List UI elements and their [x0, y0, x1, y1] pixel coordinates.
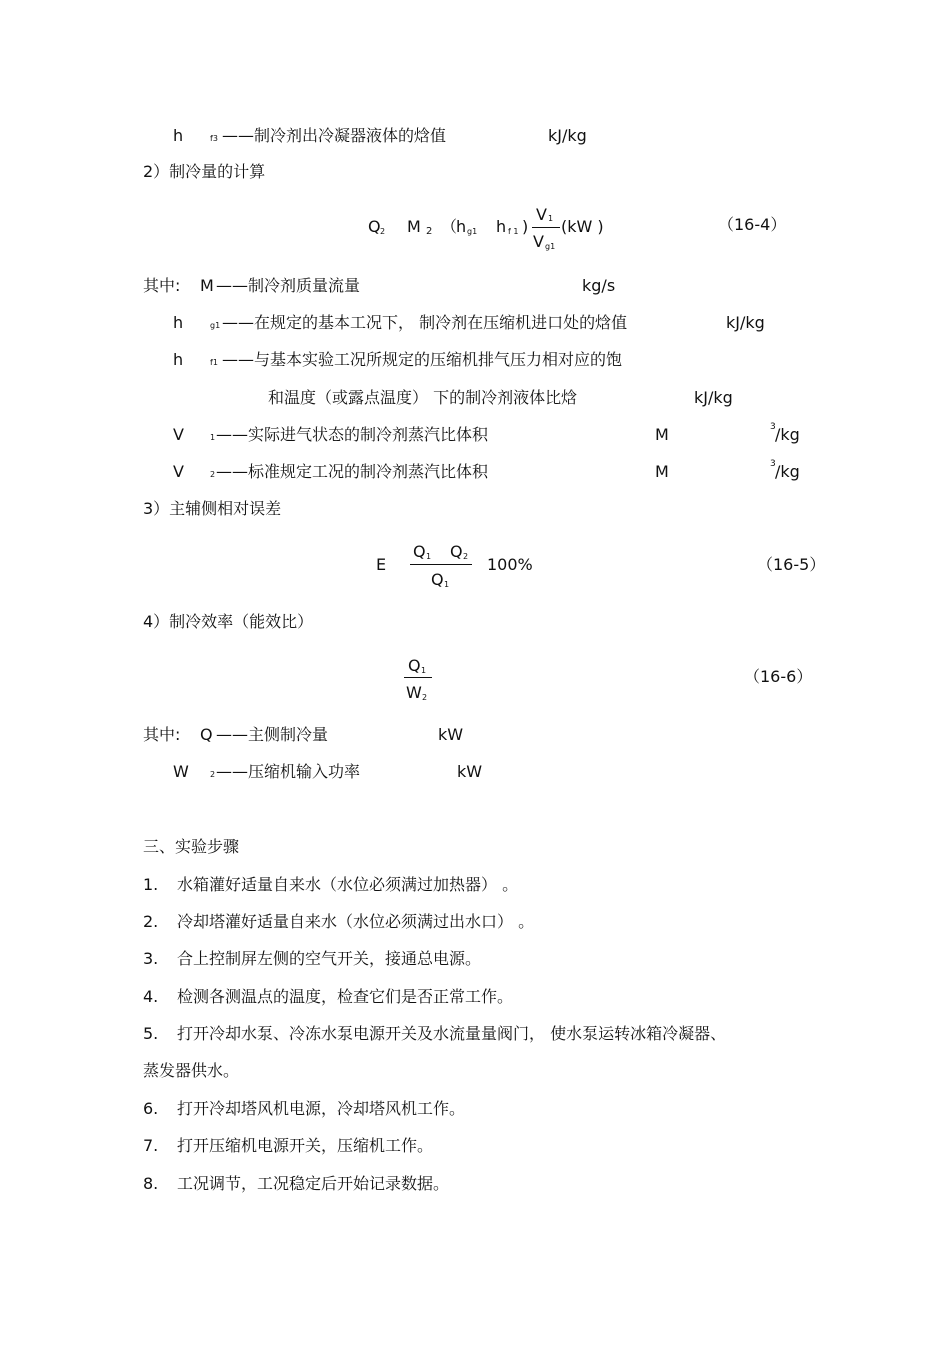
def-w2-unit: kW — [457, 762, 483, 781]
def-hf1-unit: kJ/kg — [694, 388, 733, 407]
def-v2-unit-sup: 3 — [770, 459, 776, 469]
eq16-5-denominator: Q — [431, 570, 444, 589]
eq16-5-factor: 100% — [487, 555, 533, 574]
step-text: 工况调节，工况稳定后开始记录数据。 — [177, 1174, 450, 1193]
def-w2-symbol: W — [173, 762, 189, 781]
heading-relative-error: 3）主辅侧相对误差 — [143, 499, 282, 518]
step-number: 1. — [143, 875, 159, 894]
step-text: 冷却塔灌好适量自来水（水位必须满过出水口） 。 — [177, 912, 535, 931]
eq16-4-hf: h — [496, 217, 507, 236]
def-v2-subscript: 2 — [210, 470, 216, 479]
def-hg1-text: ——在规定的基本工况下， 制冷剂在压缩机进口处的焓值 — [222, 313, 628, 332]
def-hf3-subscript: f3 — [210, 134, 218, 143]
eq16-4-label: （16-4） — [718, 215, 787, 234]
eq16-6-fraction-bar — [404, 677, 432, 678]
eq16-4-lhs-sub: 2 — [380, 227, 386, 236]
eq16-5-num-b: Q — [450, 542, 463, 561]
def-hf1-symbol: h — [173, 350, 184, 369]
eq16-5-lhs: E — [376, 555, 387, 574]
step-number: 3. — [143, 949, 159, 968]
def-hf1-text: ——与基本实验工况所规定的压缩机排气压力相对应的饱 — [222, 350, 623, 369]
where-q-text: ——主侧制冷量 — [216, 725, 329, 744]
eq16-5-fraction-bar — [410, 564, 472, 565]
def-v2-text: ——标准规定工况的制冷剂蒸汽比体积 — [216, 462, 489, 481]
def-v1-unit-m: M — [655, 425, 669, 444]
step-number: 6. — [143, 1099, 159, 1118]
where-q-symbol: Q — [200, 725, 213, 744]
def-v1-unit-rest: /kg — [775, 425, 800, 444]
eq16-4-numerator: V — [536, 205, 547, 224]
step-text: 打开冷却塔风机电源，冷却塔风机工作。 — [177, 1099, 466, 1118]
step-number: 7. — [143, 1136, 159, 1155]
eq16-4-hg-sub: g1 — [467, 227, 478, 236]
eq16-4-m-sub: 2 — [426, 226, 433, 237]
where-m-unit: kg/s — [582, 276, 616, 295]
where-q-unit: kW — [438, 725, 464, 744]
def-hf1-subscript: f1 — [210, 358, 218, 367]
where-prefix-2: 其中: — [143, 725, 181, 744]
where-m-text: ——制冷剂质量流量 — [216, 276, 361, 295]
step-text: 合上控制屏左侧的空气开关，接通总电源。 — [177, 949, 482, 968]
where-m-symbol: M — [200, 276, 214, 295]
eq16-5-num-b-sub: 2 — [463, 552, 469, 561]
def-v2-unit-m: M — [655, 462, 669, 481]
step-number: 2. — [143, 912, 159, 931]
heading-cooling-efficiency: 4）制冷效率（能效比） — [143, 612, 314, 631]
def-v1-symbol: V — [173, 425, 184, 444]
def-hf3-text: ——制冷剂出冷凝器液体的焓值 — [222, 126, 447, 145]
step-text-continuation: 蒸发器供水。 — [143, 1061, 240, 1080]
def-w2-subscript: 2 — [210, 770, 216, 779]
def-hf1-continuation: 和温度（或露点温度） 下的制冷剂液体比焓 — [268, 388, 578, 407]
def-hg1-subscript: g1 — [210, 321, 221, 330]
eq16-6-numerator: Q — [408, 656, 421, 675]
step-text: 打开压缩机电源开关，压缩机工作。 — [177, 1136, 434, 1155]
eq16-6-numerator-sub: 1 — [421, 666, 427, 675]
eq16-4-denominator: V — [533, 232, 544, 251]
eq16-4-numerator-sub: 1 — [548, 214, 554, 223]
eq16-6-denominator: W — [406, 683, 422, 702]
eq16-4-fraction-bar — [532, 227, 560, 228]
step-number: 5. — [143, 1024, 159, 1043]
eq16-4-lhs: Q — [368, 217, 381, 236]
where-prefix-1: 其中: — [143, 276, 181, 295]
eq16-5-denominator-sub: 1 — [444, 580, 450, 589]
def-v2-unit-rest: /kg — [775, 462, 800, 481]
eq16-6-label: （16-6） — [744, 667, 813, 686]
eq16-4-hf-sub: f 1 — [508, 227, 519, 236]
step-text: 打开冷却水泵、冷冻水泵电源开关及水流量量阀门， 使水泵运转冰箱冷凝器、 — [177, 1024, 727, 1043]
eq16-5-num-a-sub: 1 — [426, 552, 432, 561]
eq16-5-num-a: Q — [413, 542, 426, 561]
def-w2-text: ——压缩机输入功率 — [216, 762, 361, 781]
eq16-4-unit: (kW ) — [561, 217, 604, 236]
def-v2-symbol: V — [173, 462, 184, 481]
step-number: 8. — [143, 1174, 159, 1193]
eq16-4-hg: h — [456, 217, 467, 236]
eq16-4-m: M — [407, 217, 421, 236]
def-v1-unit-sup: 3 — [770, 422, 776, 432]
step-text: 水箱灌好适量自来水（水位必须满过加热器） 。 — [177, 875, 519, 894]
def-v1-text: ——实际进气状态的制冷剂蒸汽比体积 — [216, 425, 489, 444]
def-v1-subscript: 1 — [210, 433, 216, 442]
def-hg1-unit: kJ/kg — [726, 313, 765, 332]
eq16-5-label: （16-5） — [757, 555, 826, 574]
def-hf3-symbol: h — [173, 126, 184, 145]
def-hg1-symbol: h — [173, 313, 184, 332]
eq16-4-paren-open: （ — [441, 217, 458, 236]
def-hf3-unit: kJ/kg — [548, 126, 587, 145]
step-number: 4. — [143, 987, 159, 1006]
eq16-6-denominator-sub: 2 — [422, 693, 428, 702]
eq16-4-denominator-sub: g1 — [545, 242, 556, 251]
heading-cooling-capacity: 2）制冷量的计算 — [143, 162, 266, 181]
section-title-experiment-steps: 三、实验步骤 — [143, 837, 240, 856]
eq16-4-paren-close: ) — [522, 217, 529, 236]
step-text: 检测各测温点的温度，检查它们是否正常工作。 — [177, 987, 514, 1006]
